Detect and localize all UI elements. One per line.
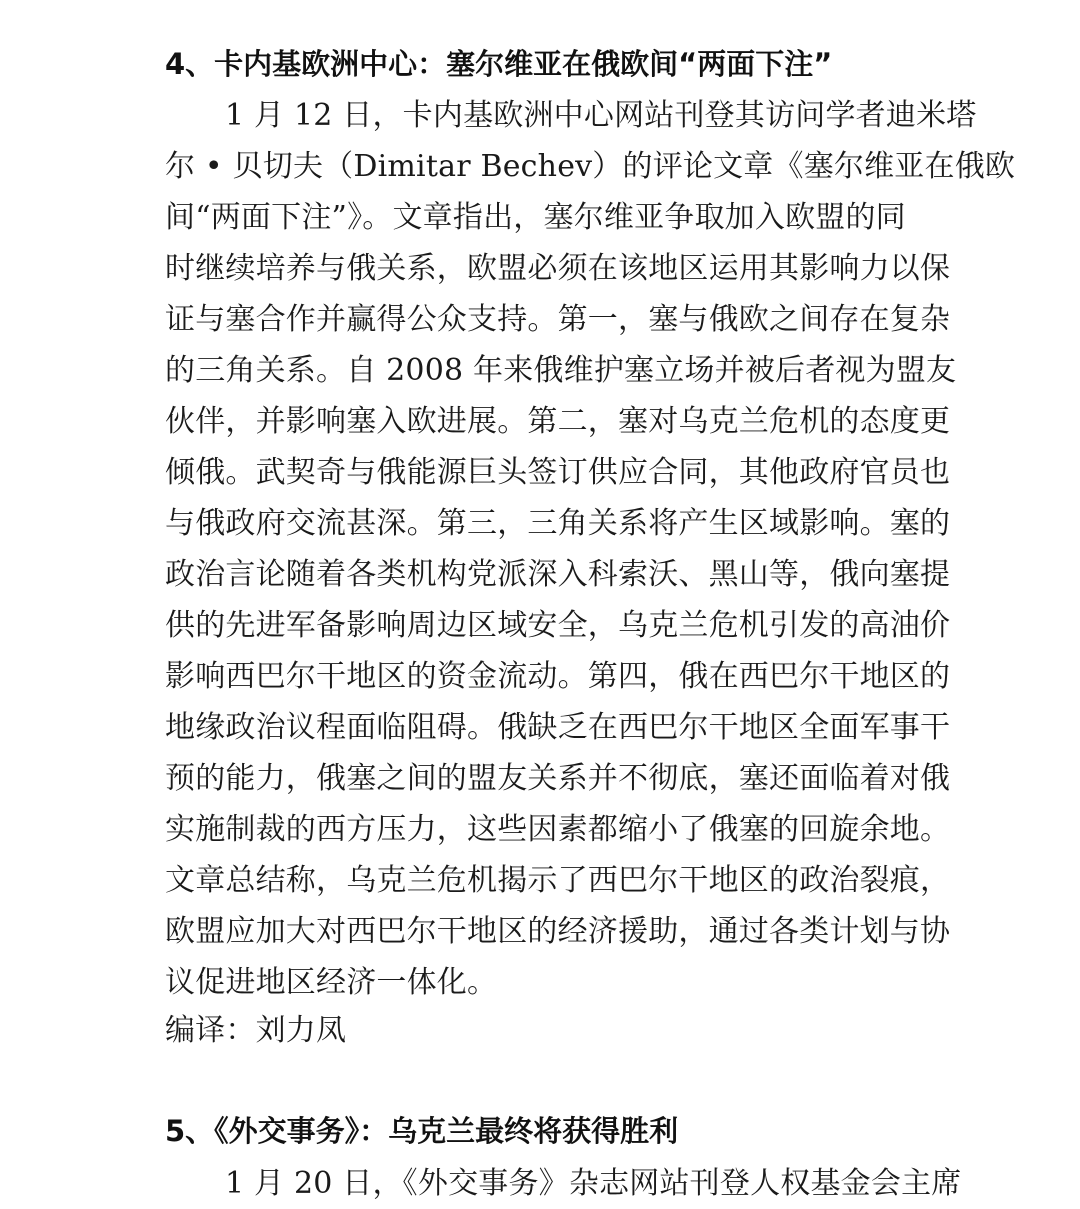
- translator-credit: 编译：刘力凤: [165, 1013, 347, 1048]
- paragraph-line: 欧盟应加大对西巴尔干地区的经济援助，通过各类计划与协: [165, 914, 951, 949]
- section-5-body: [165, 1158, 962, 1209]
- paragraph-line: 倾俄。武契奇与俄能源巨头签订供应合同，其他政府官员也: [165, 455, 951, 490]
- paragraph-line: 影响西巴尔干地区的资金流动。第四，俄在西巴尔干地区的: [165, 659, 951, 694]
- paragraph-line: 实施制裁的西方压力，这些因素都缩小了俄塞的回旋余地。: [165, 812, 951, 847]
- paragraph-line: 的三角关系。自 2008 年来俄维护塞立场并被后者视为盟友: [165, 353, 957, 388]
- paragraph-line: 1 月 12 日，卡内基欧洲中心网站刊登其访问学者迪米塔: [225, 98, 977, 133]
- paragraph-line: 地缘政治议程面临阻碍。俄缺乏在西巴尔干地区全面军事干: [165, 710, 951, 745]
- paragraph-line: 间“两面下注”》。文章指出，塞尔维亚争取加入欧盟的同: [165, 200, 906, 235]
- section-5-heading: 5、《外交事务》：乌克兰最终将获得胜利: [165, 1114, 679, 1148]
- paragraph-line: 文章总结称，乌克兰危机揭示了西巴尔干地区的政治裂痕，: [165, 863, 951, 898]
- paragraph-line: 议促进地区经济一体化。: [165, 965, 498, 1000]
- paragraph-line: 1 月 20 日，《外交事务》杂志网站刊登人权基金会主席: [225, 1166, 962, 1201]
- paragraph-line: 时继续培养与俄关系，欧盟必须在该地区运用其影响力以保: [165, 251, 951, 286]
- paragraph-line: 尔 • 贝切夫（Dimitar Bechev）的评论文章《塞尔维亚在俄欧: [165, 149, 1016, 184]
- paragraph-line: 伙伴，并影响塞入欧进展。第二，塞对乌克兰危机的态度更: [165, 404, 951, 439]
- paragraph-line: 证与塞合作并赢得公众支持。第一，塞与俄欧之间存在复杂: [165, 302, 951, 337]
- paragraph-line: 供的先进军备影响周边区域安全，乌克兰危机引发的高油价: [165, 608, 951, 643]
- paragraph-line: 政治言论随着各类机构党派深入科索沃、黑山等，俄向塞提: [165, 557, 951, 592]
- section-4-heading: 4、卡内基欧洲中心：塞尔维亚在俄欧间“两面下注”: [165, 47, 833, 81]
- paragraph-line: 与俄政府交流甚深。第三，三角关系将产生区域影响。塞的: [165, 506, 951, 541]
- section-4-body: [165, 90, 1016, 1008]
- paragraph-line: 预的能力，俄塞之间的盟友关系并不彻底，塞还面临着对俄: [165, 761, 951, 796]
